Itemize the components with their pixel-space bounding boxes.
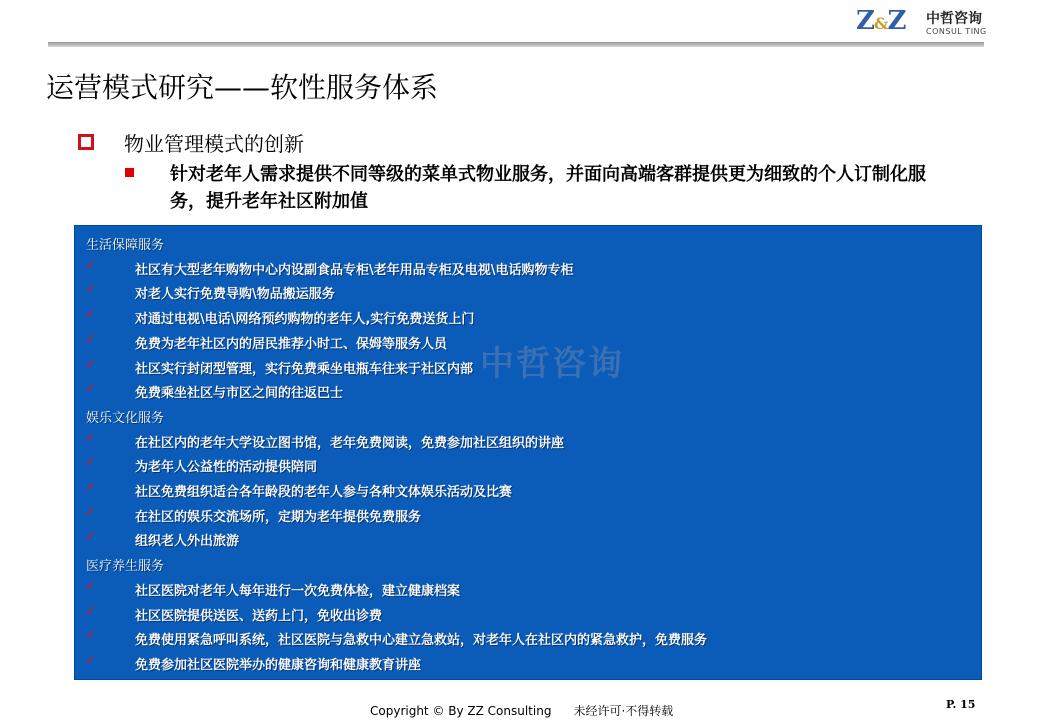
service-item-text: 社区医院提供送医、送药上门，免收出诊费	[135, 608, 383, 624]
service-item-text: 社区免费组织适合各年龄段的老年人参与各种文体娱乐活动及比赛	[135, 485, 513, 500]
reprint-notice: 未经许可·不得转载	[573, 704, 674, 718]
section-point: 针对老年人需求提供不同等级的菜单式物业服务，并面向高端客群提供更为细致的个人订制化服务，提升老年社区附加值	[170, 164, 926, 212]
service-item-row	[75, 527, 981, 551]
service-item-row	[75, 280, 981, 304]
category-label: 生活保障服务	[86, 238, 165, 253]
checkmark-icon: ✓	[85, 480, 96, 495]
checkmark-icon: ✓	[85, 578, 96, 594]
hollow-square-bullet-icon	[78, 134, 94, 150]
page-number: P. 15	[946, 698, 976, 711]
checkmark-icon: ✓	[85, 603, 96, 619]
service-item-row	[75, 305, 981, 329]
service-item-row	[75, 577, 981, 601]
checkmark-icon: ✓	[85, 652, 96, 668]
service-item-text: 社区有大型老年购物中心内设副食品专柜\老年用品专柜及电视\电话购物专柜	[135, 262, 574, 278]
logo-name-cn: 中哲咨询	[926, 11, 982, 27]
section-heading: 物业管理模式的创新	[124, 132, 304, 156]
copyright-text: Copyright © By ZZ Consulting	[370, 704, 552, 718]
service-item-row	[75, 429, 981, 453]
service-item-row	[75, 503, 981, 527]
company-logo	[856, 6, 986, 40]
category-row	[75, 552, 981, 576]
logo-mark: Z&Z	[856, 6, 906, 36]
service-item-text: 对通过电视\电话\网络预约购物的老年人,实行免费送货上门	[135, 312, 475, 328]
service-item-text: 为老年人公益性的活动提供陪同	[135, 460, 318, 476]
checkmark-icon: ✓	[85, 307, 96, 323]
service-item-text: 在社区内的老年大学设立图书馆，老年免费阅读，免费参加社区组织的讲座	[135, 435, 565, 451]
service-item-text: 在社区的娱乐交流场所，定期为老年提供免费服务	[135, 509, 422, 525]
checkmark-icon: ✓	[85, 356, 96, 372]
service-item-text: 社区实行封闭型管理，实行免费乘坐电瓶车往来于社区内部	[135, 361, 474, 377]
checkmark-icon: ✓	[85, 381, 96, 397]
service-item-text: 社区医院对老年人每年进行一次免费体检，建立健康档案	[135, 583, 461, 599]
category-label: 娱乐文化服务	[86, 410, 165, 426]
watermark: 中哲咨询	[480, 344, 624, 384]
service-item-text: 免费乘坐社区与市区之间的往返巴士	[135, 386, 344, 402]
checkmark-icon: ✓	[85, 455, 96, 471]
logo-name-en: CONSUL TING	[926, 27, 987, 36]
service-list-panel	[74, 225, 982, 680]
checkmark-icon: ✓	[85, 257, 96, 273]
service-item-text: 免费参加社区医院举办的健康咨询和健康教育讲座	[135, 657, 422, 673]
footer-copyright	[370, 702, 673, 719]
checkmark-icon: ✓	[85, 529, 96, 545]
checkmark-icon: ✓	[85, 282, 96, 298]
service-item-row	[75, 453, 981, 477]
category-row	[75, 231, 981, 255]
service-item-row	[75, 478, 981, 502]
checkmark-icon: ✓	[85, 504, 96, 520]
square-bullet-icon	[125, 168, 134, 177]
category-label: 医疗养生服务	[86, 559, 165, 575]
service-item-text: 组织老人外出旅游	[135, 534, 240, 550]
service-item-row	[75, 256, 981, 280]
category-row	[75, 404, 981, 428]
slide-title: 运营模式研究——软性服务体系	[46, 71, 439, 104]
service-item-row	[75, 651, 981, 675]
checkmark-icon: ✓	[85, 628, 96, 644]
checkmark-icon: ✓	[85, 331, 96, 347]
checkmark-icon: ✓	[85, 430, 96, 446]
service-item-text: 对老人实行免费导购\物品搬运服务	[135, 287, 335, 303]
service-item-row	[75, 602, 981, 626]
service-item-row	[75, 626, 981, 650]
service-item-text: 免费使用紧急呼叫系统，社区医院与急救中心建立急救站，对老年人在社区内的紧急救护，免费服务	[135, 633, 708, 649]
header-rule	[48, 42, 984, 47]
service-item-text: 免费为老年社区内的居民推荐小时工、保姆等服务人员	[135, 336, 448, 352]
